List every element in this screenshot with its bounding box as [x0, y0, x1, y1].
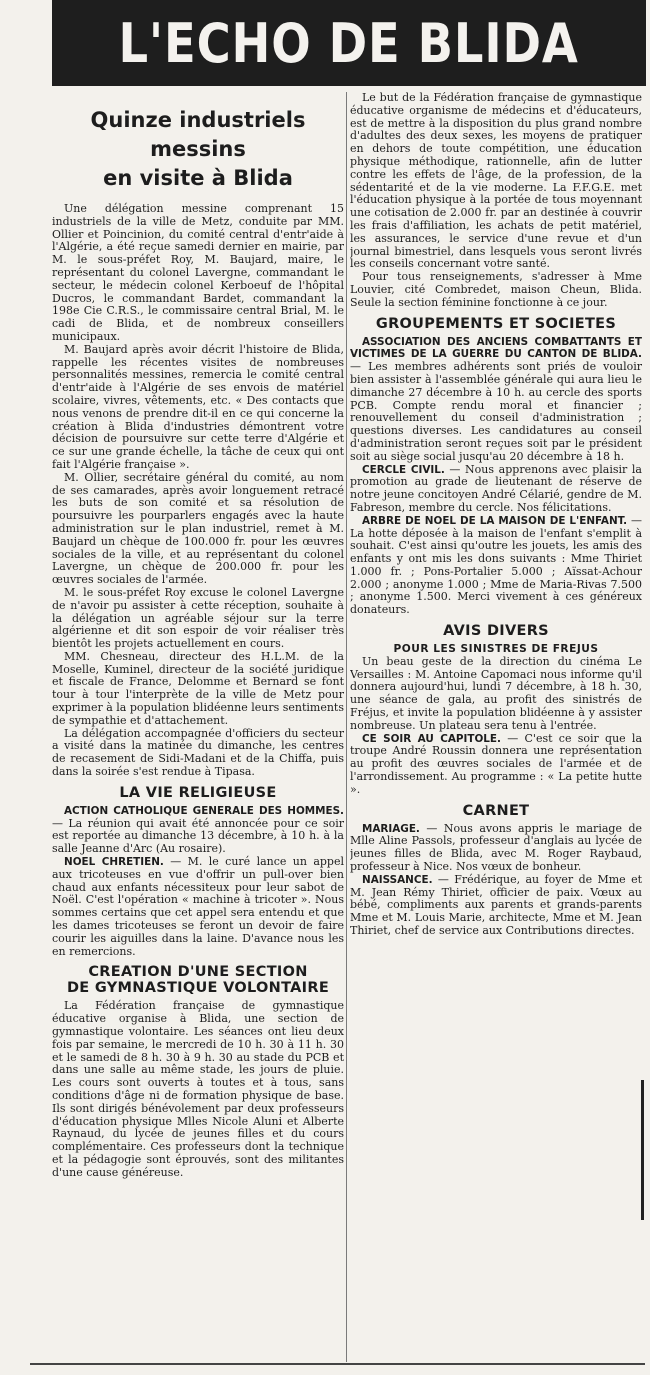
notice-text: — C'est ce soir que la troupe André Roussin donnera une représentation au profit des œuvres sociales de l'armée et de l'arrondissement. Au programme : « La petite hutte ».: [350, 731, 642, 796]
right-column: [350, 92, 642, 1372]
notice-paragraph: [350, 515, 642, 617]
section-heading: CARNET: [462, 802, 530, 819]
article-paragraph: Une délégation messine comprenant 15 industriels de la ville de Metz, conduite par MM. Ollier et Poincinion, du comité central d'entr'aide à l'Algérie, a été reçue samedi dernier en mairie, par M. le sous-préfet Roy, M. Baujard, maire, le représentant du colonel Lavergne, commandant le secteur, le médecin colonel Kerboeuf de l'hôpital Ducros, le commandant Bardet, commandant la 198e Cie C.R.S., le commissaire central Brial, M. le cadi de Blida, et de nombreux conseillers municipaux.: [52, 202, 344, 343]
column-divider: [346, 92, 347, 1362]
bottom-rule: [30, 1363, 645, 1365]
notice-subheading: POUR LES SINISTRES DE FREJUS: [393, 643, 599, 656]
article-paragraph: La délégation accompagnée d'officiers du secteur a visité dans la matinée du dimanche, les centres de recasement de Sidi-Madani et de la Chiffa, puis dans la soirée s'est rendue à Tipasa.: [52, 726, 344, 779]
notice-text: — La réunion qui avait été annoncée pour ce soir est reportée au dimanche 13 décembre, à 10 h. à la salle Jeanne d'Arc (Au rosaire).: [52, 816, 344, 856]
article-paragraph: Pour tous renseignements, s'adresser à Mme Louvier, cité Combredet, maison Cheun, Blida. Seule la section féminine fonctionne à ce jour.: [350, 270, 642, 309]
notice-title: CERCLE CIVIL.: [362, 463, 445, 476]
left-column: [52, 92, 344, 1372]
article-paragraph: MM. Chesneau, directeur des H.L.M. de la Moselle, Kuminel, directeur de la société juridique et fiscale de France, Delomme et Bernard se font tour à tour l'interprète de la ville de Metz pour exprimer à la population blidéenne leurs sentiments de sympathie et d'attachement.: [52, 649, 344, 727]
notice-paragraph: [350, 874, 642, 938]
notice-paragraph: [350, 733, 642, 797]
masthead-title: L'ECHO DE BLIDA: [118, 11, 580, 75]
article-paragraph: M. le sous-préfet Roy excuse le colonel Lavergne de n'avoir pu assister à cette réception, souhaite à la délégation un agréable séjour sur la terre algérienne et dit son espoir de voir réaliser très bientôt les projets actuellement en cours.: [52, 585, 344, 651]
article-paragraph: La Fédération française de gymnastique éducative organise à Blida, une section de gymnastique volontaire. Les séances ont lieu deux fois par semaine, le mercredi de 10 h. 30 à 11 h. 30 et le samedi de 8 h. 30 à 9 h. 30 au stade du PCB et dans une salle au même stade, les jours de pluie. Les cours sont ouverts à toutes et à tous, sans conditions d'âge ni de formation physique de base. Ils sont dirigés bénévolement par deux professeurs d'éducation physique Mlles Nicole Aluni et Alberte Raynaud, du lycée de jeunes filles et du cours complémentaire. Ces professeurs dont la technique et la pédagogie sont éprouvés, sont des militantes d'une cause généreuse.: [52, 999, 344, 1179]
notice-text: — Nous avons appris le mariage de Mlle Aline Passols, professeur d'anglais au lycée de jeunes filles de Blida, avec M. Roger Raybaud, professeur à Nice. Nos vœux de bonheur.: [350, 821, 642, 874]
notice-title: ARBRE DE NOEL DE LA MAISON DE L'ENFANT.: [362, 514, 628, 527]
notice-title: ASSOCIATION DES ANCIENS COMBATTANTS ET VICTIMES DE LA GUERRE DU CANTON DE BLIDA.: [350, 335, 642, 361]
article-paragraph: M. Ollier, secrétaire général du comité, au nom de ses camarades, après avoir longuement retracé les buts de son comité et sa résolution de poursuivre les pourparlers engagés avec la haute administration sur le plan industriel, remet à M. Baujard un chèque de 100.000 fr. pour les œuvres sociales de la ville, et au représentant du colonel Lavergne, un chèque de 200.000 fr. pour les œuvres sociales de l'armée.: [52, 470, 344, 587]
notice-text: — Frédérique, au foyer de Mme et M. Jean Rémy Thiriet, officier de paix. Vœux au bébé, compliments aux parents et grands-parents Mme et M. Louis Marie, architecte, Mme et M. Jean Thiriet, chef de service aux Contributions directes.: [350, 872, 642, 938]
notice-title: ACTION CATHOLIQUE GENERALE DES HOMMES.: [64, 804, 344, 817]
article-title: [52, 106, 344, 193]
notice-title: MARIAGE.: [362, 822, 420, 835]
notice-text: — Nous apprenons avec plaisir la promotion au grade de lieutenant de réserve de notre jeune concitoyen André Célarié, gendre de M. Fabreson, membre du cercle. Nos félicitations.: [350, 462, 642, 514]
masthead: [52, 0, 646, 86]
article-title-line: en visite à Blida: [103, 166, 293, 190]
notice-text: — Les membres adhérents sont priés de vouloir bien assister à l'assemblée générale qui aura lieu le dimanche 27 décembre à 10 h. au cercle des sports PCB. Compte rendu moral et financier ; renouvellement du conseil d'administration ; questions diverses. Les candidatures au conseil d'administration seront reçues soit par le président soit au siège social jusqu'au 20 décembre à 18 h.: [350, 360, 642, 463]
notice-text: — M. le curé lance un appel aux tricoteuses en vue d'offrir un pull-over bien chaud aux enfants nécessiteux pour leur sabot de Noël. C'est l'opération « machine à tricoter ». Nous sommes certains que cet appel sera entendu et que les dames tricoteuses se feront un devoir de faire courir les aiguilles dans la laine. D'avance nous les en remercions.: [52, 855, 344, 958]
section-heading: LA VIE RELIGIEUSE: [119, 784, 277, 801]
notice-title: NAISSANCE.: [362, 873, 433, 886]
section-heading: GROUPEMENTS ET SOCIETES: [375, 315, 617, 332]
notice-title: NOEL CHRETIEN.: [64, 856, 164, 869]
article-paragraph: Un beau geste de la direction du cinéma Le Versailles : M. Antoine Capomaci nous informe qu'il donnera aujourd'hui, lundi 7 décembre, à 18 h. 30, une séance de gala, au profit des sinistrés de Fréjus, et invite la population blidéenne à y assister nombreuse. Un plateau sera tenu à l'entrée.: [350, 654, 642, 732]
article-title-line: messins: [150, 137, 246, 161]
section-heading-line: DE GYMNASTIQUE VOLONTAIRE: [66, 980, 330, 997]
notice-paragraph: [350, 464, 642, 515]
article-paragraph: Le but de la Fédération française de gymnastique éducative organisme de médecins et d'éducateurs, est de mettre à la disposition du plus grand nombre d'adultes des deux sexes, les moyens de pratiquer en dehors de toute compétition, une éducation physique méthodique, rationnelle, afin de lutter contre les effets de l'âge, de la profession, de la sédentarité et de la vie moderne. La F.F.G.E. met l'éducation physique à la portée de tous moyennant une cotisation de 2.000 fr. par an destinée à couvrir les frais d'affiliation, les achats de petit matériel, les assurances, le service d'une revue et d'un journal bimestriel, dans lesquels vous seront livrés les conseils concernant votre santé.: [350, 92, 642, 271]
notice-paragraph: [350, 336, 642, 464]
notice-title: CE SOIR AU CAPITOLE.: [362, 732, 501, 745]
article-title-line: Quinze industriels: [90, 108, 306, 132]
notice-paragraph: [52, 856, 344, 958]
article-paragraph: M. Baujard après avoir décrit l'histoire de Blida, rappelle les récentes visites de nombreuses personnalités messines, remercia le comité central d'entr'aide à l'Algérie de ses envois de matériel scolaire, vivres, vêtements, etc. « Des contacts que nous venons de prendre dit-il en ce qui concerne la création à Blida d'industries démontrent votre décision de poursuivre sur cette terre d'Algérie et ce sur une grande échelle, la tâche de ceux qui ont fait l'Algérie française ».: [52, 342, 344, 471]
section-heading: [52, 964, 344, 996]
notice-paragraph: [52, 805, 344, 856]
notice-paragraph: [350, 823, 642, 874]
notice-text: — La hotte déposée à la maison de l'enfant s'emplit à souhait. C'est ainsi qu'outre les jouets, les amis des enfants y ont mis les dons suivants : Mme Thiriet 1.000 fr. ; Pons-Portalier 5.000 ; Aïssat-Achour 2.000 ; anonyme 1.000 ; Mme de Maria-Rivas 7.500 ; anonyme 1.500. Merci vivement à ces généreux donateurs.: [350, 513, 642, 617]
section-heading: AVIS DIVERS: [443, 623, 549, 640]
section-heading-line: CREATION D'UNE SECTION: [88, 964, 308, 981]
